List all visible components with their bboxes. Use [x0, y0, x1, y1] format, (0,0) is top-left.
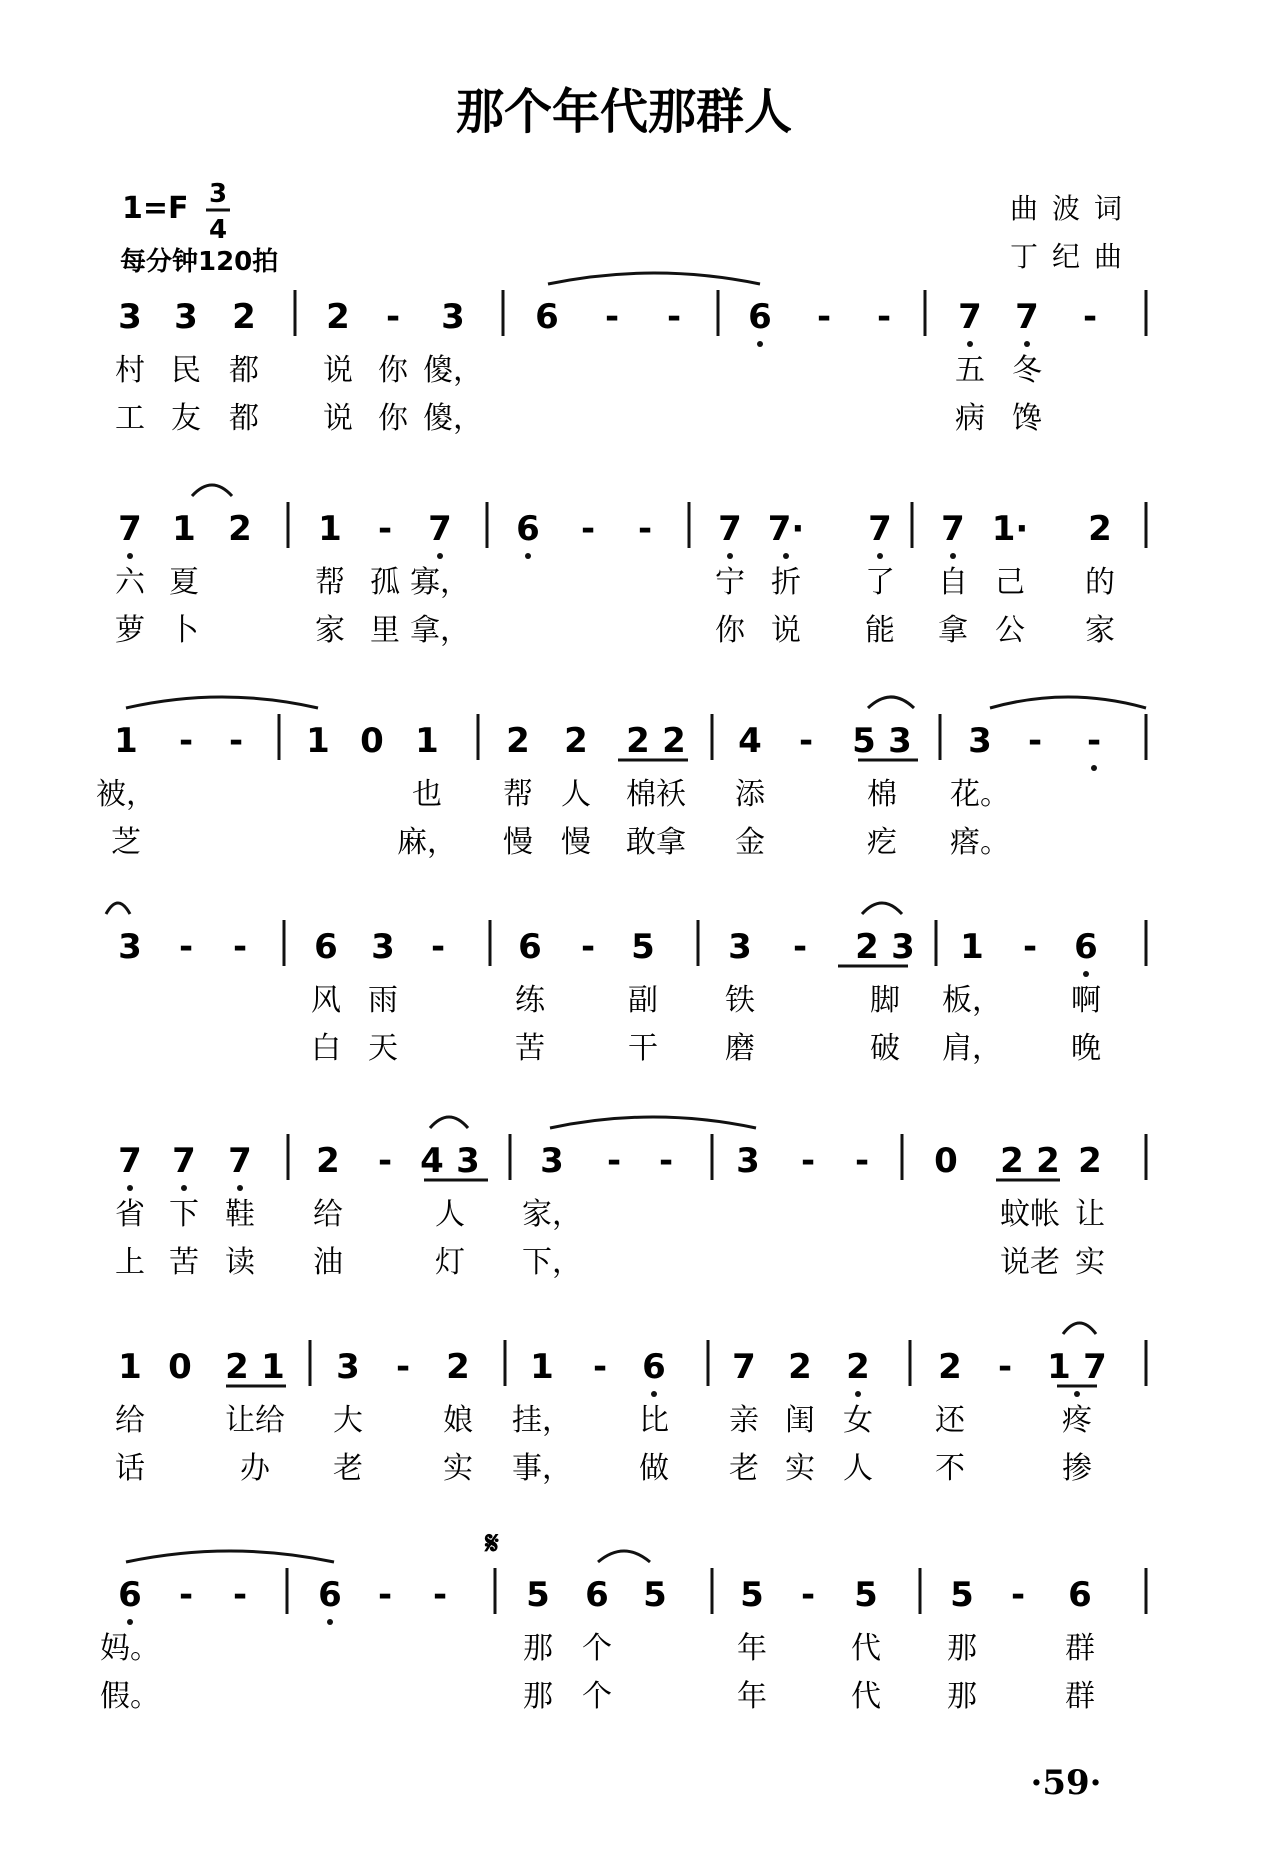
lyric: 人 — [435, 1197, 465, 1232]
note: - — [1086, 721, 1102, 761]
note: - — [816, 297, 832, 337]
note: - — [178, 721, 194, 761]
lyric: 家， — [522, 1197, 582, 1232]
lyric: 折 — [771, 565, 801, 600]
lyric: 说老 — [1000, 1245, 1060, 1280]
lyric: 工 — [115, 401, 145, 436]
lyric: 那 — [947, 1679, 977, 1714]
note: 3 — [728, 927, 752, 967]
lyric: 挂， — [512, 1403, 572, 1438]
lyric: 风 — [311, 983, 341, 1018]
lyric: 宁 — [715, 565, 745, 600]
lyric: 代 — [851, 1631, 881, 1666]
note: 2 — [232, 297, 256, 337]
note: 3 — [371, 927, 395, 967]
note: 2 — [788, 1347, 812, 1387]
lyric: 傻， — [423, 401, 483, 436]
note: 5 — [950, 1575, 974, 1615]
note: 3 — [968, 721, 992, 761]
lyric: 肩， — [942, 1031, 1002, 1066]
note: 2 — [626, 721, 650, 761]
note: 6 — [118, 1575, 142, 1615]
note: 7 — [732, 1347, 756, 1387]
note: 7 — [1015, 297, 1039, 337]
slur-mark — [550, 1117, 756, 1128]
note: 4 — [420, 1141, 444, 1181]
lyric: 夏 — [169, 565, 199, 600]
note: - — [876, 297, 892, 337]
lyric: 帮 — [503, 777, 533, 812]
lyricist-credit: 曲波词 — [1010, 192, 1137, 225]
octave-dot — [181, 1185, 187, 1191]
octave-dot — [1074, 1391, 1080, 1397]
lyric: 金 — [735, 825, 765, 860]
lyric: 慢 — [503, 825, 533, 860]
lyric: 说 — [323, 401, 353, 436]
lyric: 拿 — [938, 613, 968, 648]
lyric: 给 — [115, 1403, 145, 1438]
lyric: 下 — [169, 1197, 199, 1232]
tempo-marking: 每分钟120拍 — [120, 247, 279, 277]
lyric: 不 — [935, 1451, 965, 1486]
lyric: 雨 — [368, 983, 398, 1018]
lyric: 寡， — [410, 565, 470, 600]
lyric: 苦 — [515, 1031, 545, 1066]
note: 1 — [318, 509, 342, 549]
lyric: 疙 — [867, 825, 897, 860]
lyric: 板， — [942, 983, 1002, 1018]
note: 3 — [736, 1141, 760, 1181]
score-systems — [96, 273, 1146, 1714]
note: 5 — [643, 1575, 667, 1615]
lyric: 说 — [323, 353, 353, 388]
note: - — [377, 509, 393, 549]
note: 1 — [261, 1347, 285, 1387]
lyric: 人 — [561, 777, 591, 812]
note: - — [377, 1141, 393, 1181]
note: - — [580, 509, 596, 549]
lyric: 磨 — [725, 1031, 755, 1066]
lyric: 病 — [955, 401, 985, 436]
note: - — [232, 1575, 248, 1615]
note: 6 — [318, 1575, 342, 1615]
note: - — [1082, 297, 1098, 337]
lyric: 办 — [240, 1451, 270, 1486]
note: 3 — [891, 927, 915, 967]
octave-dot — [327, 1619, 333, 1625]
octave-dot — [437, 553, 443, 559]
note: 2 — [225, 1347, 249, 1387]
lyric: 麻， — [397, 825, 457, 860]
octave-dot — [237, 1185, 243, 1191]
note: 2 — [1078, 1141, 1102, 1181]
lyric: 六 — [115, 565, 145, 600]
lyric: 自 — [938, 565, 968, 600]
lyric: 闺 — [785, 1403, 815, 1438]
lyric: 女 — [843, 1403, 873, 1438]
slur-mark — [548, 273, 760, 284]
lyric: 卜 — [169, 613, 199, 648]
note: 7 — [868, 509, 892, 549]
note: 7 — [958, 297, 982, 337]
lyric: 芝 — [111, 825, 141, 860]
lyric: 鞋 — [225, 1197, 255, 1232]
lyric: 花。 — [950, 777, 1010, 812]
note: 0 — [168, 1347, 192, 1387]
lyric: 里 — [370, 613, 400, 648]
score-system — [115, 1340, 1146, 1486]
lyric: 棉袄 — [626, 777, 686, 812]
note: 7 — [428, 509, 452, 549]
lyric: 实 — [1075, 1245, 1105, 1280]
lyric: 群 — [1065, 1679, 1095, 1714]
lyric: 掺 — [1062, 1451, 1092, 1486]
note: 6 — [518, 927, 542, 967]
lyric: 比 — [639, 1403, 669, 1438]
note: 7 — [1083, 1347, 1107, 1387]
lyric: 家 — [1085, 613, 1115, 648]
lyric: 代 — [851, 1679, 881, 1714]
lyric: 个 — [582, 1679, 612, 1714]
slur-mark — [598, 1551, 650, 1562]
note: 2 — [938, 1347, 962, 1387]
time-sig-top: 3 — [208, 179, 228, 209]
note: 2 — [228, 509, 252, 549]
lyric: 添 — [735, 777, 765, 812]
lyric: 啊 — [1071, 983, 1101, 1018]
octave-dot — [783, 553, 789, 559]
lyric: 白 — [311, 1031, 341, 1066]
page-number: ·59· — [1030, 1763, 1102, 1803]
lyric: 萝 — [115, 613, 145, 648]
note: 2 — [1036, 1141, 1060, 1181]
lyric: 灯 — [435, 1245, 465, 1280]
composer-credit: 丁纪曲 — [1010, 240, 1137, 273]
lyric: 都 — [229, 401, 259, 436]
note: 6 — [748, 297, 772, 337]
lyric: 苦 — [169, 1245, 199, 1280]
slur-mark — [106, 903, 130, 914]
score-system — [115, 290, 1146, 436]
note: 3 — [118, 927, 142, 967]
note: - — [395, 1347, 411, 1387]
note: 7 — [118, 1141, 142, 1181]
lyric: 馋 — [1012, 401, 1042, 436]
lyric: 假。 — [100, 1679, 160, 1714]
lyric: 让给 — [225, 1403, 285, 1438]
note: 2 — [1000, 1141, 1024, 1181]
lyric: 天 — [368, 1031, 398, 1066]
lyric: 让 — [1075, 1197, 1105, 1232]
note: 5 — [740, 1575, 764, 1615]
note: - — [637, 509, 653, 549]
lyric: 给 — [313, 1197, 343, 1232]
slur-mark — [1063, 1323, 1096, 1334]
lyric: 实 — [785, 1451, 815, 1486]
note: 1 — [530, 1347, 554, 1387]
note: 1· — [991, 509, 1029, 549]
lyric: 你 — [715, 613, 745, 648]
note: 7 — [228, 1141, 252, 1181]
note: 3 — [174, 297, 198, 337]
note: 1 — [118, 1347, 142, 1387]
lyric: 话 — [115, 1451, 145, 1486]
slur-mark — [868, 697, 914, 708]
lyric: 年 — [737, 1631, 767, 1666]
note: 2 — [564, 721, 588, 761]
note: - — [666, 297, 682, 337]
key-label: 1=F — [122, 191, 189, 226]
slur-mark — [126, 697, 318, 708]
note: - — [798, 721, 814, 761]
lyric: 五 — [955, 353, 985, 388]
lyric: 事， — [512, 1451, 572, 1486]
note: 2 — [316, 1141, 340, 1181]
lyric: 能 — [865, 613, 895, 648]
lyric: 己 — [995, 565, 1025, 600]
lyric: 孤 — [370, 565, 400, 600]
octave-dot — [727, 553, 733, 559]
octave-dot — [855, 1391, 861, 1397]
note: 1 — [172, 509, 196, 549]
note: 7 — [718, 509, 742, 549]
octave-dot — [950, 553, 956, 559]
note: - — [658, 1141, 674, 1181]
note: - — [592, 1347, 608, 1387]
lyric: 村 — [115, 353, 145, 388]
lyric: 老 — [729, 1451, 759, 1486]
note: 1 — [306, 721, 330, 761]
lyric: 了 — [865, 565, 895, 600]
lyric: 都 — [229, 353, 259, 388]
note: 7· — [767, 509, 805, 549]
octave-dot — [127, 1185, 133, 1191]
note: - — [1027, 721, 1043, 761]
score-system — [118, 920, 1146, 1066]
lyric: 疼 — [1062, 1403, 1092, 1438]
lyric: 那 — [947, 1631, 977, 1666]
lyric: 年 — [737, 1679, 767, 1714]
note: 0 — [360, 721, 384, 761]
slur-mark — [192, 485, 232, 496]
note: - — [377, 1575, 393, 1615]
note: - — [228, 721, 244, 761]
note: 1 — [114, 721, 138, 761]
lyric: 也 — [412, 777, 442, 812]
score-system — [96, 714, 1146, 860]
lyric: 说 — [771, 613, 801, 648]
lyric: 铁 — [725, 983, 755, 1018]
lyric: 家 — [315, 613, 345, 648]
lyric: 脚 — [870, 983, 900, 1018]
note: 7 — [941, 509, 965, 549]
note: 6 — [1074, 927, 1098, 967]
note: 2 — [326, 297, 350, 337]
lyric: 大 — [333, 1403, 363, 1438]
note: 3 — [441, 297, 465, 337]
note: 7 — [118, 509, 142, 549]
lyric: 傻， — [423, 353, 483, 388]
slur-mark — [990, 697, 1146, 708]
slur-mark — [126, 1551, 334, 1562]
note: 1 — [415, 721, 439, 761]
note: - — [800, 1575, 816, 1615]
note: - — [854, 1141, 870, 1181]
lyric: 被， — [96, 777, 156, 812]
note: 5 — [631, 927, 655, 967]
score-system — [115, 1134, 1146, 1280]
note: 6 — [1068, 1575, 1092, 1615]
note: 6 — [642, 1347, 666, 1387]
lyric: 油 — [313, 1245, 343, 1280]
note: - — [178, 1575, 194, 1615]
lyric: 群 — [1065, 1631, 1095, 1666]
note: 6 — [314, 927, 338, 967]
note: 5 — [852, 721, 876, 761]
lyric: 帮 — [315, 565, 345, 600]
note: 5 — [854, 1575, 878, 1615]
note: 3 — [118, 297, 142, 337]
lyric: 上 — [115, 1245, 145, 1280]
note: 6 — [535, 297, 559, 337]
lyric: 娘 — [443, 1403, 473, 1438]
slur-mark — [862, 903, 902, 914]
lyric: 练 — [515, 983, 545, 1018]
lyric: 那 — [523, 1679, 553, 1714]
note: 1 — [1047, 1347, 1071, 1387]
lyric: 的 — [1085, 565, 1115, 600]
note: 2 — [506, 721, 530, 761]
note: 6 — [516, 509, 540, 549]
note: - — [606, 1141, 622, 1181]
note: 5 — [526, 1575, 550, 1615]
lyric: 妈。 — [100, 1631, 160, 1666]
lyric: 你 — [378, 401, 408, 436]
lyric: 瘩。 — [950, 825, 1010, 860]
lyric: 人 — [843, 1451, 873, 1486]
score-system — [100, 1568, 1146, 1714]
lyric: 个 — [582, 1631, 612, 1666]
lyric: 亲 — [729, 1403, 759, 1438]
note: 7 — [172, 1141, 196, 1181]
time-sig-bottom: 4 — [208, 215, 228, 245]
note: - — [432, 1575, 448, 1615]
octave-dot — [877, 553, 883, 559]
lyric: 蚊帐 — [1000, 1197, 1060, 1232]
note: 3 — [456, 1141, 480, 1181]
note: - — [604, 297, 620, 337]
note: - — [232, 927, 248, 967]
note: - — [580, 927, 596, 967]
note: 2 — [855, 927, 879, 967]
note: 4 — [738, 721, 762, 761]
lyric: 副 — [628, 983, 658, 1018]
slur-mark — [430, 1117, 468, 1128]
octave-dot — [1091, 765, 1097, 771]
octave-dot — [1024, 341, 1030, 347]
note: 2 — [846, 1347, 870, 1387]
lyric: 实 — [443, 1451, 473, 1486]
lyric: 棉 — [867, 777, 897, 812]
lyric: 冬 — [1012, 353, 1042, 388]
lyric: 晚 — [1071, 1031, 1101, 1066]
note: - — [385, 297, 401, 337]
note: - — [178, 927, 194, 967]
lyric: 民 — [171, 353, 201, 388]
note: 2 — [1088, 509, 1112, 549]
lyric: 敢拿 — [626, 825, 686, 860]
octave-dot — [1083, 971, 1089, 977]
note: 3 — [888, 721, 912, 761]
song-title: 那个年代那群人 — [455, 84, 793, 140]
note: 3 — [336, 1347, 360, 1387]
lyric: 老 — [333, 1451, 363, 1486]
lyric: 慢 — [561, 825, 591, 860]
octave-dot — [651, 1391, 657, 1397]
lyric: 你 — [378, 353, 408, 388]
note: 2 — [662, 721, 686, 761]
lyric: 那 — [523, 1631, 553, 1666]
note: - — [1010, 1575, 1026, 1615]
octave-dot — [967, 341, 973, 347]
octave-dot — [757, 341, 763, 347]
lyric: 省 — [115, 1197, 145, 1232]
note: - — [1022, 927, 1038, 967]
octave-dot — [127, 553, 133, 559]
lyric: 公 — [995, 613, 1025, 648]
note: - — [800, 1141, 816, 1181]
octave-dot — [127, 1619, 133, 1625]
segno-sign: 𝄋 — [485, 1524, 499, 1562]
note: - — [430, 927, 446, 967]
lyric: 破 — [870, 1031, 900, 1066]
lyric: 读 — [225, 1245, 255, 1280]
lyric: 拿， — [410, 613, 470, 648]
note: - — [997, 1347, 1013, 1387]
lyric: 还 — [935, 1403, 965, 1438]
octave-dot — [525, 553, 531, 559]
note: 3 — [540, 1141, 564, 1181]
note: 1 — [960, 927, 984, 967]
note: 2 — [446, 1347, 470, 1387]
lyric: 下， — [522, 1245, 582, 1280]
note: 0 — [934, 1141, 958, 1181]
note: 6 — [585, 1575, 609, 1615]
score-system — [115, 502, 1146, 648]
lyric: 干 — [628, 1031, 658, 1066]
note: - — [792, 927, 808, 967]
lyric: 做 — [639, 1451, 669, 1486]
key-signature — [122, 179, 230, 245]
lyric: 友 — [171, 401, 201, 436]
